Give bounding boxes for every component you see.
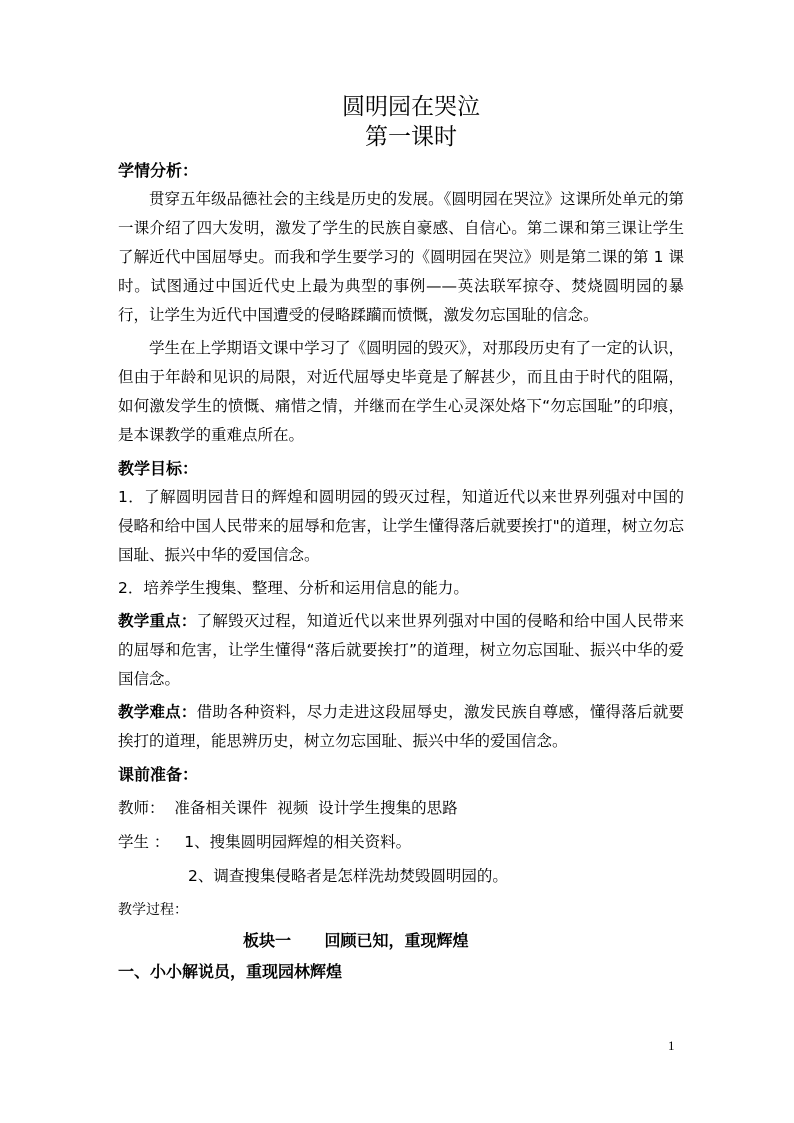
block-one-title: 回顾已知，重现辉煌	[324, 931, 469, 950]
difficulties-paragraph	[118, 698, 684, 756]
block-one-heading	[118, 925, 684, 957]
student-item-2: 2、调查搜集侵略者是怎样洗劫焚毁圆明园的。	[188, 867, 508, 885]
student-preparation	[118, 827, 684, 857]
page-content	[118, 92, 684, 986]
key-points-text: 了解毁灭过程，知道近代以来世界列强对中国的侵略和给中国人民带来的屈辱和危害，让学生懂得“落后就要挨打”的道理，树立勿忘国耻、振兴中华的爱国信念。	[118, 612, 684, 688]
analysis-paragraph-2: 学生在上学期语文课中学习了《圆明园的毁灭》，对那段历史有了一定的认识，但由于年龄和见识的局限，对近代屈辱史毕竟是了解甚少，而且由于时代的阻隔，如何激发学生的愤慨、痛惜之情，并继而在学生心灵深处烙下“勿忘国耻”的印痕，是本课教学的重难点所在。	[118, 339, 684, 444]
goals-heading: 教学目标：	[118, 459, 199, 478]
difficulties-label: 教学难点：	[118, 703, 197, 721]
student-item-1: 1、搜集圆明园辉煌的相关资料。	[184, 833, 412, 851]
teacher-text: 准备相关课件 视频 设计学生搜集的思路	[174, 799, 458, 817]
block-one-label: 板块一	[243, 931, 292, 950]
student-label: 学生 ：	[118, 833, 170, 851]
key-points-label: 教学重点：	[118, 612, 197, 630]
difficulties-text: 借助各种资料，尽力走进这段屈辱史，激发民族自尊感，懂得落后就要挨打的道理，能思辨历史，树立勿忘国耻、振兴中华的爱国信念。	[118, 703, 684, 750]
document-title: 圆明园在哭泣	[342, 94, 480, 120]
preparation-heading: 课前准备：	[118, 765, 199, 784]
goal-item-1: 1．了解圆明园昔日的辉煌和圆明园的毁灭过程，知道近代以来世界列强对中国的侵略和给中国人民带来的屈辱和危害，让学生懂得落后就要挨打"的道理，树立勿忘国耻、振兴中华的爱国信念。	[118, 488, 684, 564]
analysis-paragraph-1: 贯穿五年级品德社会的主线是历史的发展。《圆明园在哭泣》这课所处单元的第一课介绍了四大发明，激发了学生的民族自豪感、自信心。第二课和第三课让学生了解近代中国屈辱史。而我和学生要学习的《圆明园在哭泣》则是第二课的第 1 课时。试图通过中国近代史上最为典型的事例——英法联军掠夺、焚烧圆明园的暴行，让学生为近代中国遭受的侵略蹂躏而愤慨，激发勿忘国耻的信念。	[118, 190, 684, 324]
teacher-label: 教师：	[118, 799, 165, 817]
goal-item-2: 2．培养学生搜集、整理、分析和运用信息的能力。	[118, 579, 469, 597]
page-number: 1	[668, 1038, 675, 1053]
part-one-heading: 一、小小解说员，重现园林辉煌	[118, 962, 343, 981]
analysis-heading: 学情分析：	[118, 161, 199, 180]
key-points-paragraph	[118, 607, 684, 694]
document-subtitle: 第一课时	[365, 124, 457, 150]
teacher-preparation	[118, 793, 684, 823]
process-heading: 教学过程：	[118, 902, 188, 918]
